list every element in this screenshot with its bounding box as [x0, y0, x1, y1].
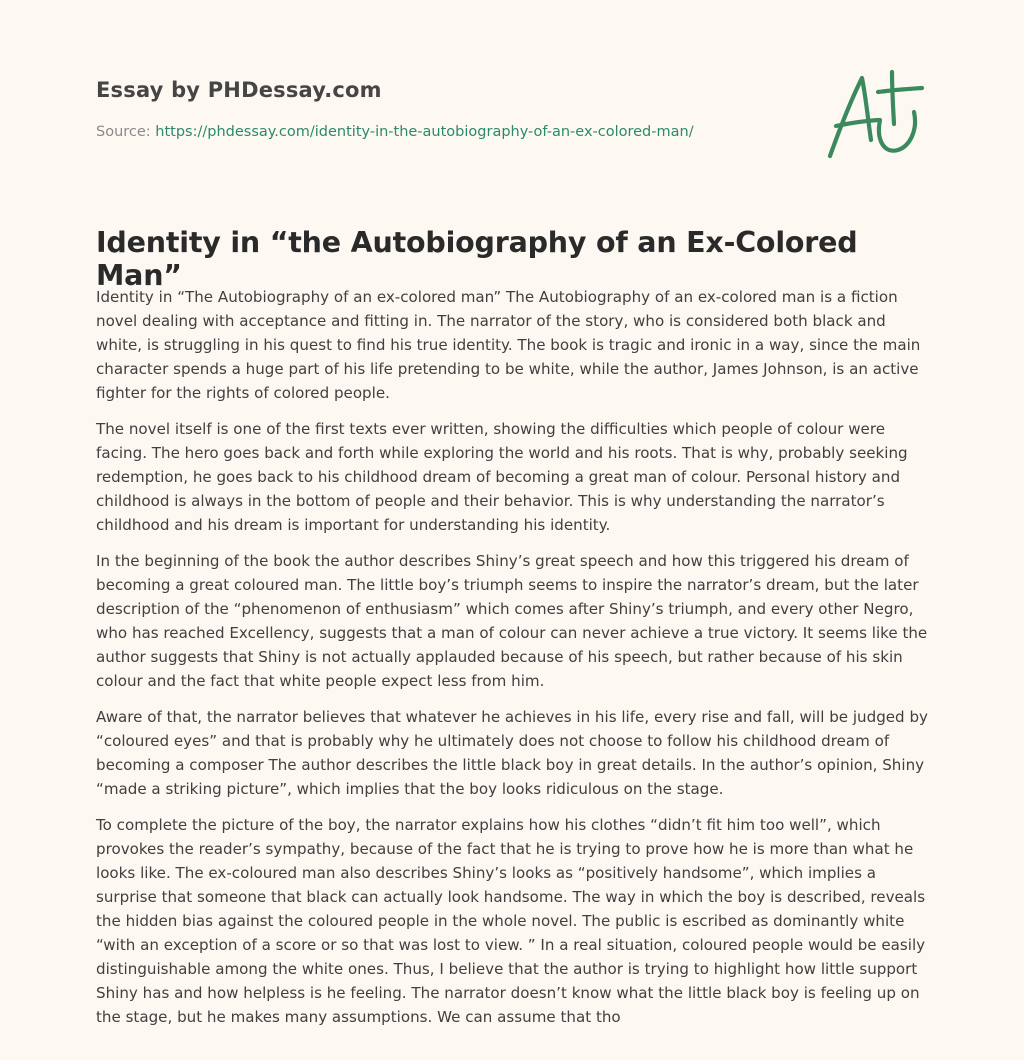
article-body [96, 285, 932, 1041]
paragraph: Identity in “The Autobiography of an ex-colored man” The Autobiography of an ex-colored man is a fiction novel dealing with acceptance and fitting in. The narrator of the story, who is considered both black and white, is struggling in his quest to find his true identity. The book is tragic and ironic in a way, since the main character spends a huge part of his life pretending to be white, while the author, James Johnson, is an active fighter for the rights of colored people. [96, 288, 921, 402]
source-label: Source: [96, 124, 156, 140]
paragraph: Aware of that, the narrator believes that whatever he achieves in his life, every rise and fall, will be judged by “coloured eyes” and that is probably why he ultimately does not choose to follow his childhood dream of becoming a composer The author describes the little black boy in great details. In the author’s opinion, Shiny “made a striking picture”, which implies that the boy looks ridiculous on the stage. [96, 708, 928, 798]
source-link[interactable]: https://phdessay.com/identity-in-the-autobiography-of-an-ex-colored-man/ [155, 124, 694, 140]
paragraph: The novel itself is one of the first texts ever written, showing the difficulties which people of colour were facing. The hero goes back and forth while exploring the world and his roots. That is why, probably seeking redemption, he goes back to his childhood dream of becoming a great man of colour. Personal history and childhood is always in the bottom of people and their behavior. This is why understanding the narrator’s childhood and his dream is important for understanding his identity. [96, 420, 908, 534]
paragraph: To complete the picture of the boy, the narrator explains how his clothes “didn’t fit him too well”, which provokes the reader’s sympathy, because of the fact that he is trying to prove how he is more than what he looks like. The ex-coloured man also describes Shiny’s looks as “positively handsome”, which implies a surprise that someone that black can actually look handsome. The way in which the boy is described, reveals the hidden bias against the coloured people in the whole novel. The public is escribed as dominantly white “with an exception of a score or so that was lost to view. ” In a real situation, coloured people would be easily distinguishable among the white ones. Thus, I believe that the author is trying to highlight how little support Shiny has and how helpless is he feeling. The narrator doesn’t know what the little black boy is feeling up on the stage, but he makes many assumptions. We can assume that tho [96, 816, 926, 1026]
paragraph: In the beginning of the book the author describes Shiny’s great speech and how this triggered his dream of becoming a great coloured man. The little boy’s triumph seems to inspire the narrator’s dream, but the later description of the “phenomenon of enthusiasm” which comes after Shiny’s triumph, and every other Negro, who has reached Excellency, suggests that a man of colour can never achieve a true victory. It seems like the author suggests that Shiny is not actually applauded because of his speech, but rather because of his skin colour and the fact that white people expect less from him. [96, 552, 928, 690]
a-plus-logo-icon [822, 68, 926, 164]
source-line [96, 124, 694, 140]
article-title: Identity in “the Autobiography of an Ex-Colored Man” [96, 226, 858, 292]
site-brand: Essay by PHDessay.com [96, 78, 382, 102]
